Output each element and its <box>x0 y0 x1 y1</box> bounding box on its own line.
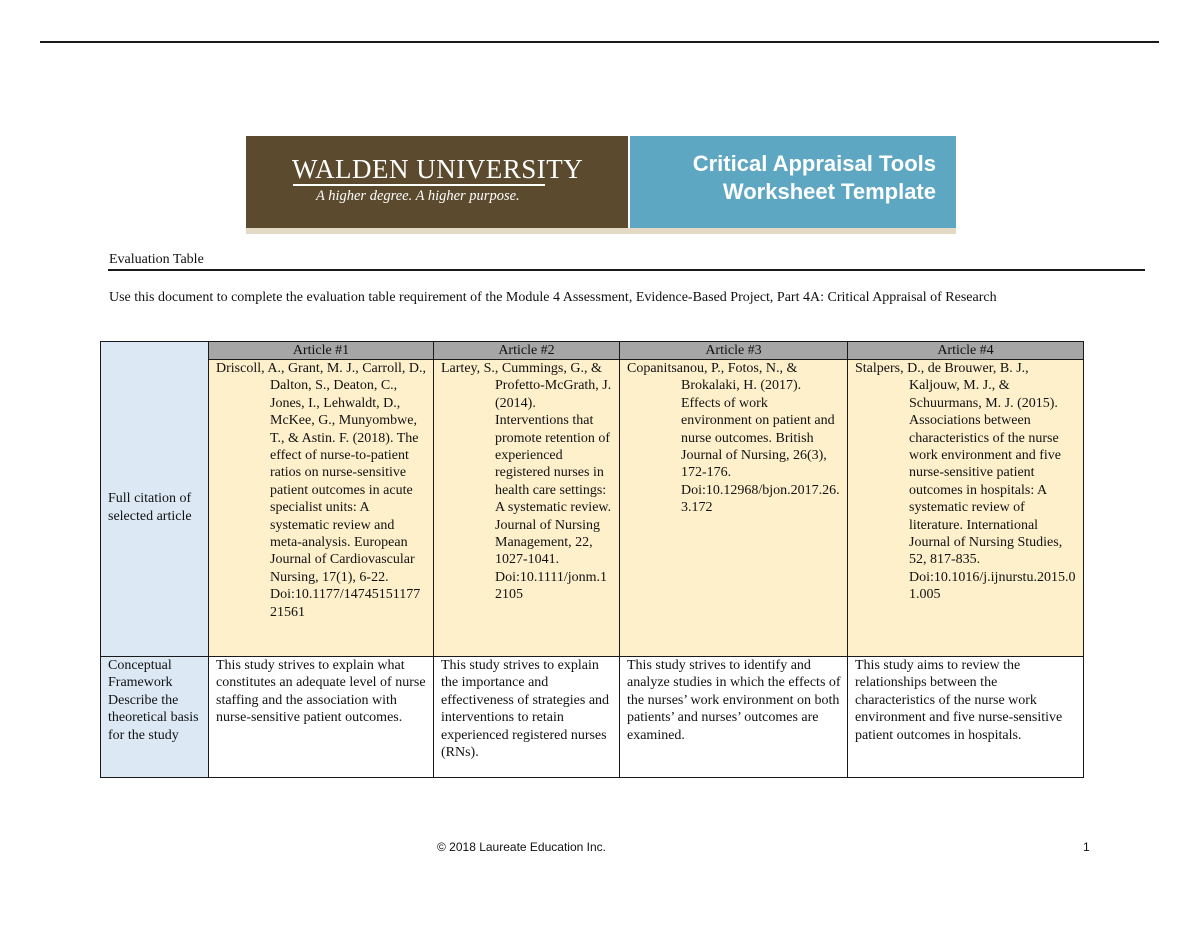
university-logo <box>246 136 628 228</box>
citation-text: Copanitsanou, P., Fotos, N., & Brokalaki, H. (2017). Effects of work environment on patient and nurse outcomes. British Journal of Nursing, 26(3), 172-176. Doi:10.12968/bjon.2017.26.3.172 <box>627 361 840 516</box>
framework-article-1: This study strives to explain what constitutes an adequate level of nurse staffing and the association with nurse-sensitive patient outcomes. <box>209 657 434 778</box>
section-rule <box>108 269 1145 271</box>
framework-article-4: This study aims to review the relationships between the characteristics of the nurse work environment and five nurse-sensitive patient outcomes in hospitals. <box>848 657 1084 778</box>
document-title <box>636 150 936 206</box>
university-name: WALDEN UNIVERSITY <box>292 154 584 184</box>
citation-article-3 <box>620 360 848 657</box>
top-rule <box>40 41 1159 43</box>
table-header-row <box>101 342 1084 360</box>
banner-underline <box>246 228 956 234</box>
citation-text: Stalpers, D., de Brouwer, B. J., Kaljouw, M. J., & Schuurmans, M. J. (2015). Associations between characteristics of the nurse work environment and five nurse-sensitive patient outcomes in hospitals: A systematic review of literature. International Journal of Nursing Studies, 52, 817-835. Doi:10.1016/j.ijnurstu.2015.01.005 <box>855 361 1076 603</box>
citation-article-2 <box>434 360 620 657</box>
table-row <box>101 360 1084 657</box>
document-title-line1: Critical Appraisal Tools <box>692 151 936 176</box>
citation-text: Driscoll, A., Grant, M. J., Carroll, D., Dalton, S., Deaton, C., Jones, I., Lehwaldt, D., McKee, G., Munyombwe, T., & Astin. F. (2018). The effect of nurse-to-patient ratios on nurse-sensitive patient outcomes in acute specialist units: A systematic review and meta-analysis. European Journal of Cardiovascular Nursing, 17(1), 6-22. Doi:10.1177/1474515117721561 <box>216 361 426 620</box>
citation-article-1 <box>209 360 434 657</box>
citation-text: Lartey, S., Cummings, G., & Profetto-McGrath, J. (2014). Interventions that promote retention of experienced registered nurses in health care settings: A systematic review. Journal of Nursing Management, 22, 1027-1041. Doi:10.1111/jonm.12105 <box>441 361 612 603</box>
row-label-framework: Conceptual Framework Describe the theoretical basis for the study <box>101 657 209 778</box>
banner-title-panel <box>630 136 956 228</box>
framework-article-2: This study strives to explain the importance and effectiveness of strategies and interventions to retain experienced registered nurses (RNs). <box>434 657 620 778</box>
framework-article-3: This study strives to identify and analyze studies in which the effects of the nurses’ work environment on both patients’ and nurses’ outcomes are examined. <box>620 657 848 778</box>
instruction-text: Use this document to complete the evaluation table requirement of the Module 4 Assessment, Evidence-Based Project, Part 4A: Critical Appraisal of Research <box>109 290 997 305</box>
column-header-article-4: Article #4 <box>848 342 1084 360</box>
citation-article-4 <box>848 360 1084 657</box>
column-header-article-1: Article #1 <box>209 342 434 360</box>
row-label-citation: Full citation of selected article <box>101 360 209 657</box>
logo-divider <box>293 184 545 186</box>
header-banner <box>246 136 956 234</box>
page-number: 1 <box>1083 840 1090 854</box>
table-corner-cell <box>101 342 209 360</box>
column-header-article-3: Article #3 <box>620 342 848 360</box>
column-header-article-2: Article #2 <box>434 342 620 360</box>
section-heading: Evaluation Table <box>109 252 204 267</box>
table-row <box>101 657 1084 778</box>
evaluation-table <box>100 341 1084 778</box>
university-tagline: A higher degree. A higher purpose. <box>316 188 520 204</box>
document-title-line2: Worksheet Template <box>722 179 936 204</box>
copyright-footer: © 2018 Laureate Education Inc. <box>437 840 606 854</box>
